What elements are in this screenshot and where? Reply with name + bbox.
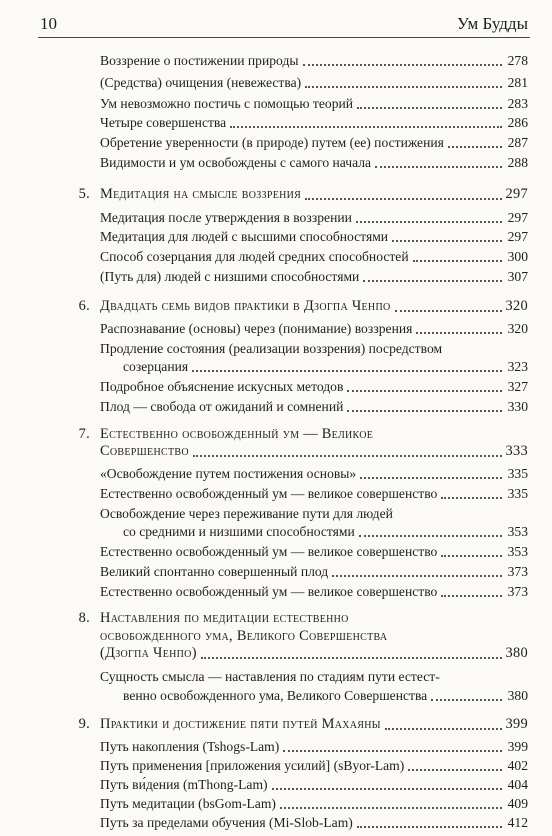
leader-dots: [359, 534, 502, 537]
toc-entry: Четыре совершенства 286: [100, 115, 528, 130]
toc-entry: Распознавание (основы) через (понимание) воззрения 320: [100, 321, 528, 336]
toc-entry: со средними и низшими способностями 353: [123, 524, 528, 539]
toc-entry: созерцания 323: [123, 359, 528, 374]
leader-dots: [357, 825, 502, 828]
toc-entry-first-line: Освобождение через переживание пути для людей: [100, 506, 393, 521]
toc-entry: Медитация после утверждения в воззрении 297: [100, 210, 528, 225]
leader-dots: [363, 279, 502, 282]
toc-entry: Ум невозможно постичь с помощью теорий 283: [100, 96, 528, 111]
leader-dots: [303, 63, 502, 66]
toc-entry: Видимости и ум освобождены с самого начала 288: [100, 155, 528, 170]
running-head: Ум Будды: [456, 14, 528, 33]
leader-dots: [347, 409, 502, 412]
toc-entry: Великий спонтанно совершенный плод 373: [100, 564, 528, 579]
leader-dots: [201, 656, 502, 659]
toc-entry: Плод — свобода от ожиданий и сомнений 330: [100, 399, 528, 414]
leader-dots: [392, 239, 502, 242]
toc-entry: Подробное объяснение искусных методов 327: [100, 379, 528, 394]
toc-entry: «Освобождение путем постижения основы» 335: [100, 466, 528, 481]
toc-entry: Путь накопления (Tshogs-Lam) 399: [100, 739, 528, 754]
leader-dots: [283, 749, 502, 752]
leader-dots: [375, 165, 502, 168]
leader-dots: [360, 476, 502, 479]
leader-dots: [395, 309, 502, 312]
leader-dots: [416, 331, 502, 334]
leader-dots: [431, 698, 502, 701]
chapter-heading-8-last-line: (Дзогпа Ченпо) 380: [100, 645, 528, 661]
leader-dots: [332, 574, 502, 577]
toc-entry: венно освобожденного ума, Великого Совершенства 380: [123, 688, 528, 703]
toc-entry: Обретение уверенности (в природе) путем (ее) постижения 287: [100, 135, 528, 150]
toc-entry: Путь ви́дения (mThong-Lam) 404: [100, 777, 528, 792]
leader-dots: [272, 787, 502, 790]
leader-dots: [385, 727, 502, 730]
toc-entry: Путь за пределами обучения (Mi-Slob-Lam) 412: [100, 815, 528, 830]
leader-dots: [305, 197, 501, 200]
leader-dots: [448, 145, 502, 148]
chapter-heading-7-last-line: Совершенство 333: [100, 443, 528, 459]
chapter-heading-9: 9. Практики и достижение пяти путей Махаяны 399: [78, 716, 528, 732]
leader-dots: [408, 768, 502, 771]
toc-entry: (Средства) очищения (невежества) 281: [100, 75, 528, 90]
leader-dots: [441, 594, 502, 597]
leader-dots: [356, 220, 502, 223]
chapter-heading-6: 6. Двадцать семь видов практики в Дзогпа Ченпо 320: [78, 298, 528, 314]
toc-entry-first-line: Сущность смысла — наставления по стадиям пути естест-: [100, 669, 440, 684]
leader-dots: [357, 106, 502, 109]
leader-dots: [441, 496, 502, 499]
leader-dots: [441, 554, 502, 557]
toc-entry: Естественно освобожденный ум — великое совершенство 335: [100, 486, 528, 501]
toc-entry: Путь применения [приложения усилий] (sByor-Lam) 402: [100, 758, 528, 773]
leader-dots: [280, 806, 502, 809]
toc-entry-first-line: Продление состояния (реализации воззрения) посредством: [100, 341, 443, 356]
toc-entry: (Путь для) людей с низшими способностями 307: [100, 269, 528, 284]
toc-entry: Медитация для людей с высшими способностями 297: [100, 229, 528, 244]
leader-dots: [193, 454, 502, 457]
leader-dots: [347, 389, 502, 392]
header-rule: [38, 37, 530, 38]
chapter-heading-7: 7. Естественно освобожденный ум — Великое: [78, 426, 374, 442]
toc-entry: Воззрение о постижении природы 278: [100, 53, 528, 68]
leader-dots: [192, 369, 502, 372]
toc-entry: Естественно освобожденный ум — великое совершенство 353: [100, 544, 528, 559]
toc-entry: Естественно освобожденный ум — великое совершенство 373: [100, 584, 528, 599]
leader-dots: [413, 259, 502, 262]
toc-entry: Путь медитации (bsGom-Lam) 409: [100, 796, 528, 811]
toc-entry: Способ созерцания для людей средних способностей 300: [100, 249, 528, 264]
leader-dots: [305, 85, 502, 88]
chapter-heading-5: 5. Медитация на смысле воззрения 297: [78, 186, 528, 202]
leader-dots: [230, 125, 502, 128]
chapter-heading-8: 8. Наставления по медитации естественно освобожденного ума, Великого Совершенства: [78, 610, 388, 644]
page-number: 10: [40, 14, 57, 33]
